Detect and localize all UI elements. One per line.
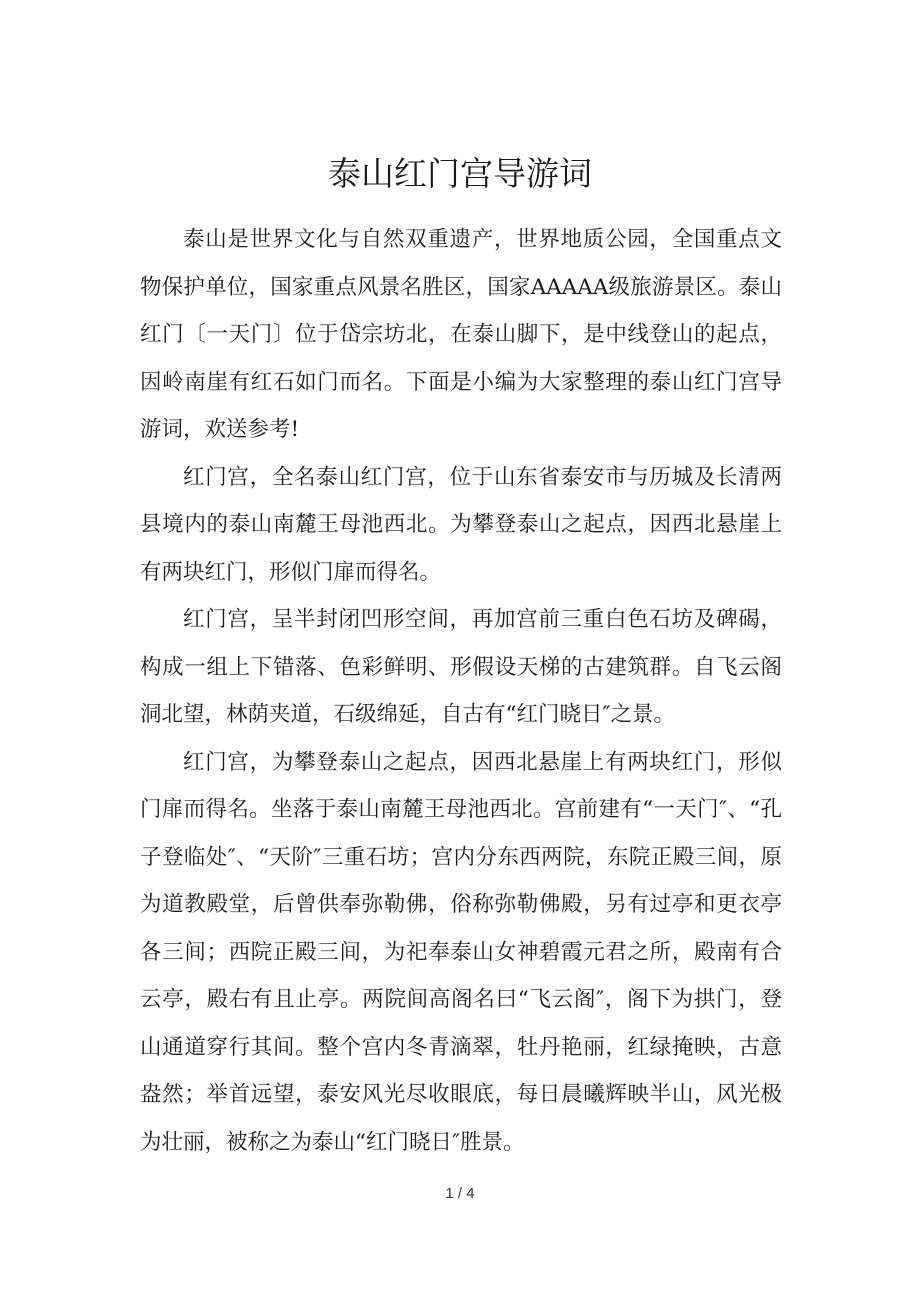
paragraph-overview: 红门宫，全名泰山红门宫，位于山东省泰安市与历城及长清两县境内的泰山南麓王母池西北。为攀登泰山之起点，因西北悬崖上有两块红门，形似门扉而得名。 [140,464,782,585]
paragraph-architecture: 红门宫，呈半封闭凹形空间，再加宫前三重白色石坊及碑碣，构成一组上下错落、色彩鲜明、形假设天梯的古建筑群。自飞云阁洞北望，林荫夹道，石级绵延，自古有“红门晓日″之景。 [140,607,782,727]
document-body [140,216,782,1166]
paragraph-intro: 泰山是世界文化与自然双重遗产，世界地质公园，全国重点文物保护单位，国家重点风景名胜区，国家AAAAA级旅游景区。泰山红门〔一天门〕位于岱宗坊北，在泰山脚下，是中线登山的起点，因岭南崖有红石如门而名。下面是小编为大家整理的泰山红门宫导游词，欢送参考! [140,227,782,442]
page-number: 1 / 4 [445,1185,475,1202]
document-title: 泰山红门宫导游词 [328,154,592,193]
paragraph-details: 红门宫，为攀登泰山之起点，因西北悬崖上有两块红门，形似门扉而得名。坐落于泰山南麓王母池西北。宫前建有“一天门″、“孔子登临处″、“天阶″三重石坊；宫内分东西两院，东院正殿三间，原为道教殿堂，后曾供奉弥勒佛，俗称弥勒佛殿，另有过亭和更衣亭各三间；西院正殿三间，为祀奉泰山女神碧霞元君之所，殿南有合云亭，殿右有且止亭。两院间高阁名曰“飞云阁″，阁下为拱门，登山通道穿行其间。整个宫内冬青滴翠，牡丹艳丽，红绿掩映，古意盎然；举首远望，泰安风光尽收眼底，每日晨曦辉映半山，风光极为壮丽，被称之为泰山“红门晓日″胜景。 [140,749,782,1155]
